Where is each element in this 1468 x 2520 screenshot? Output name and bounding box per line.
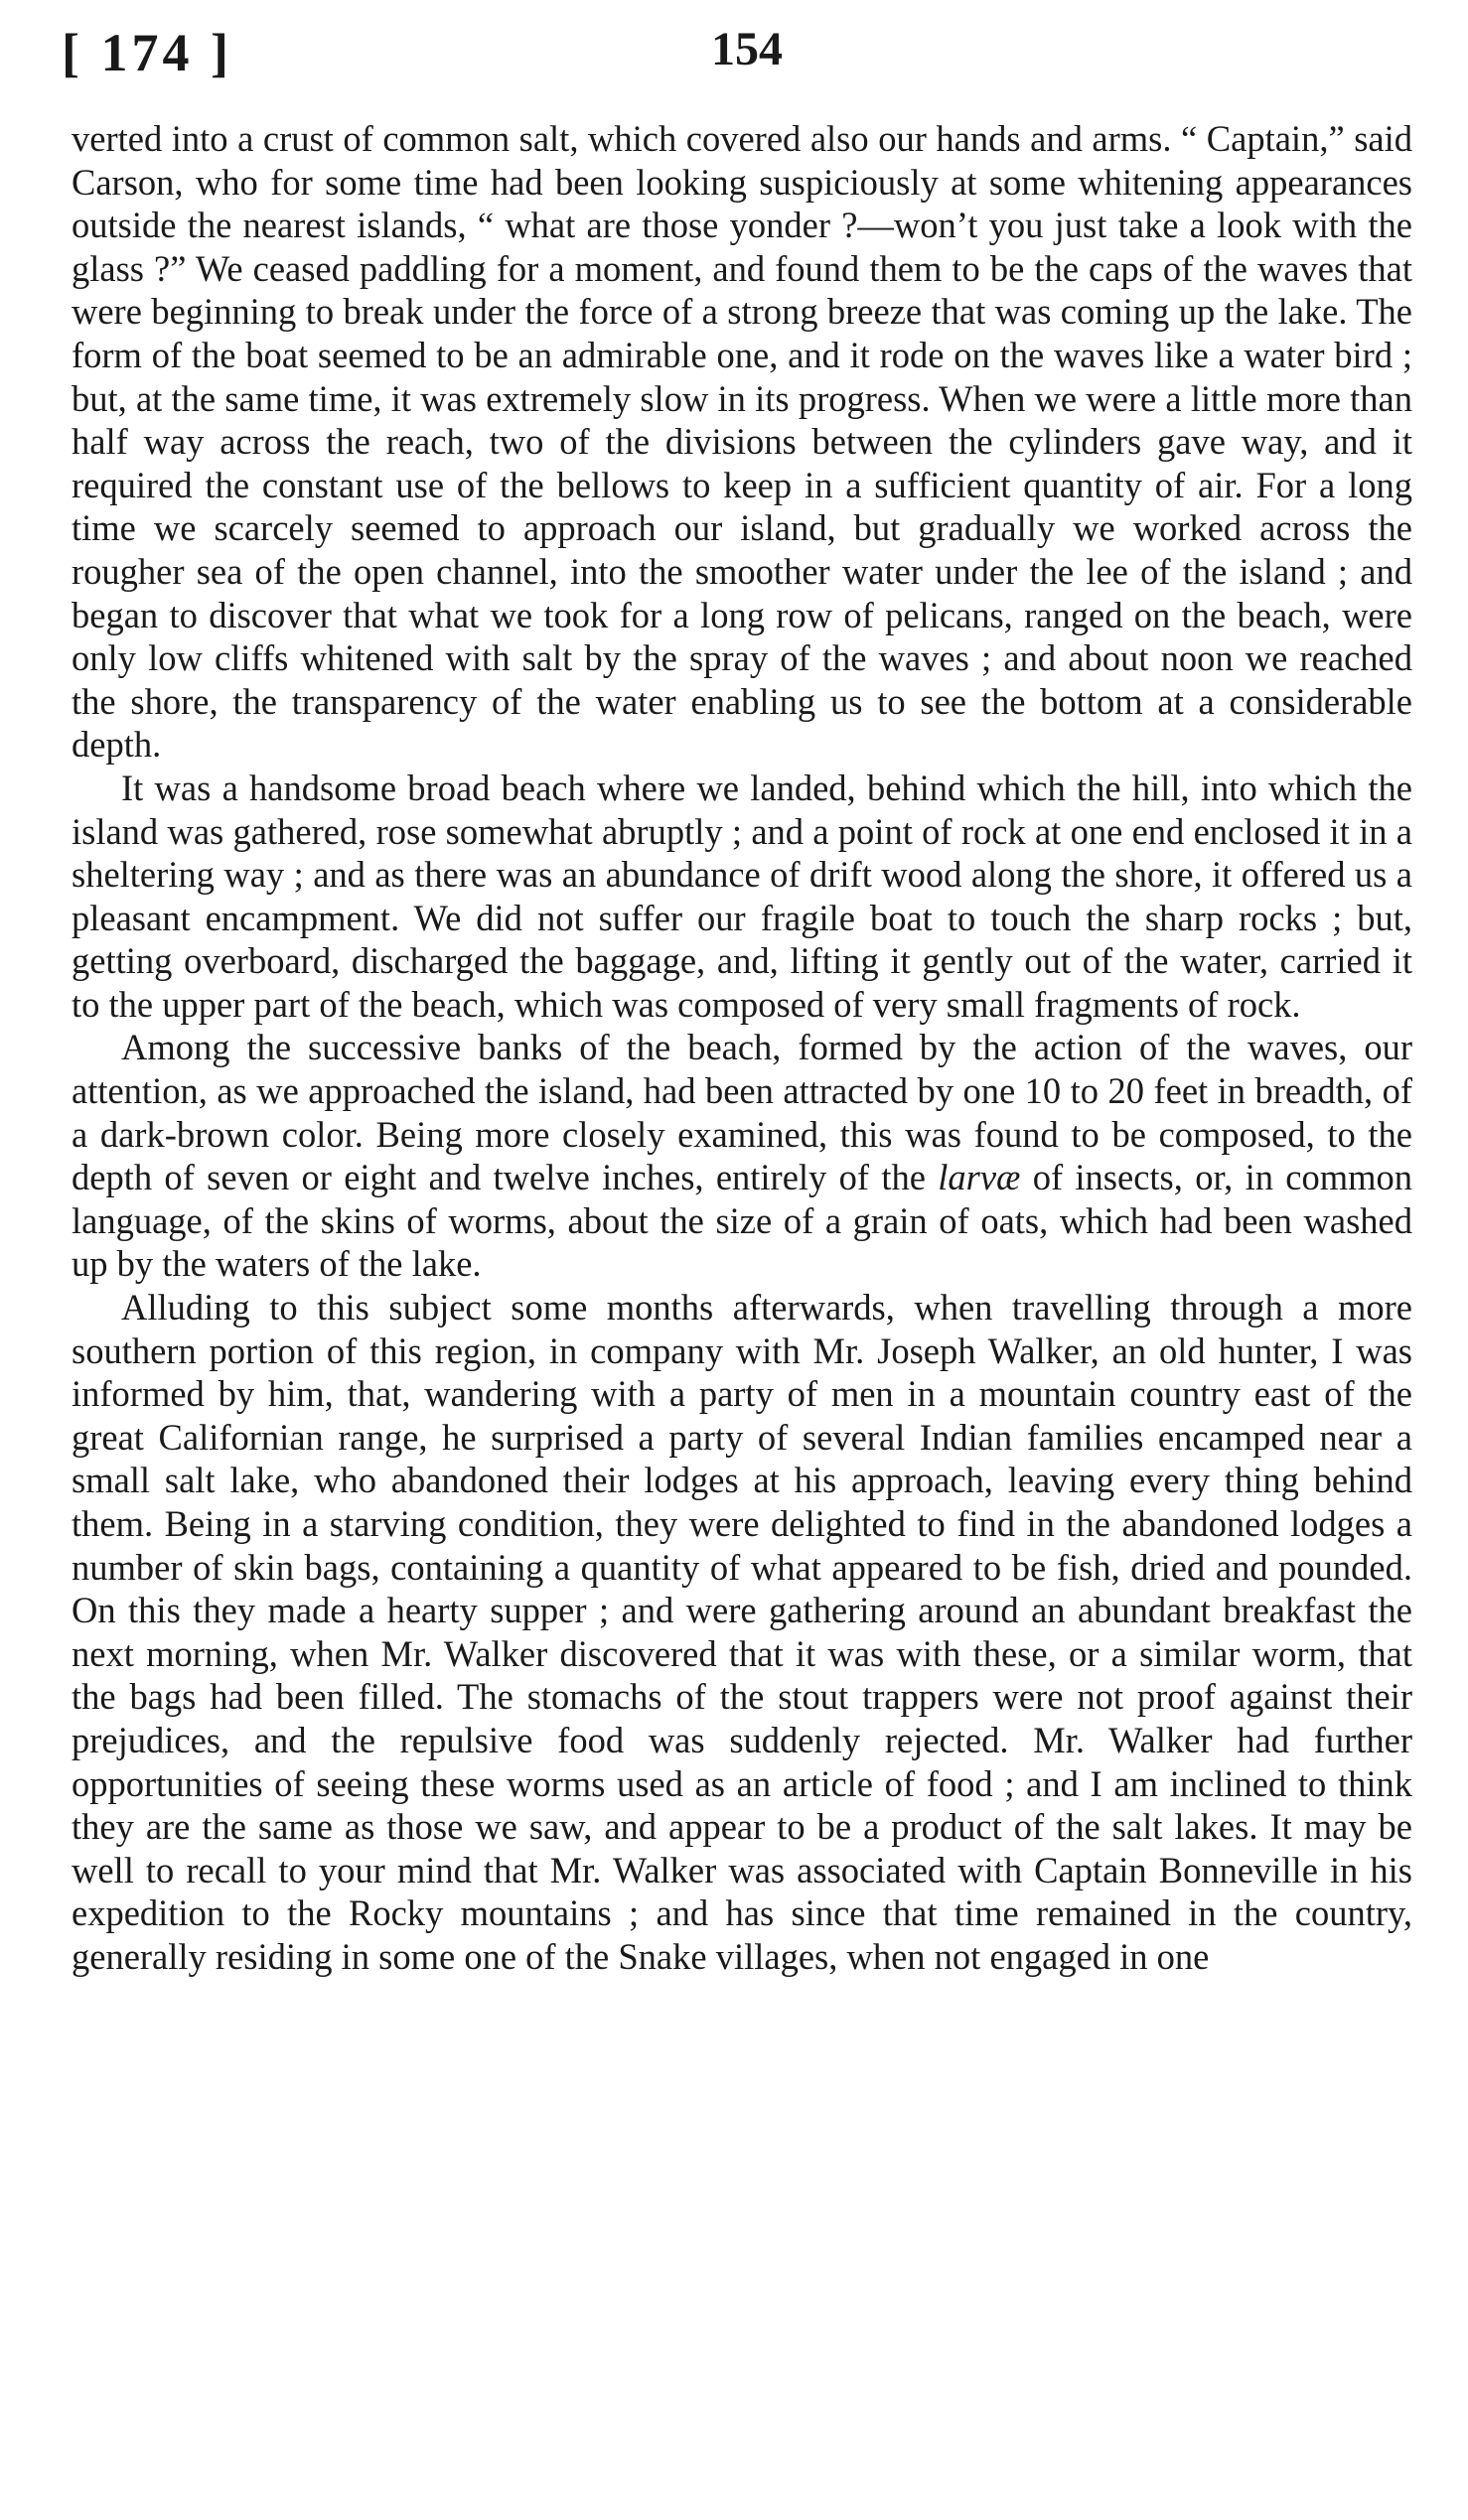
body-text [72,117,1412,1979]
italic-term-larvae: larvæ [938,1157,1021,1198]
page-header [0,0,1468,109]
paragraph-3-text-after: of insects, or, in common language, of the skins of worms, about the size of a grain of oats, which had been washed up by the waters of the lake. [72,1157,1413,1285]
bracketed-page-number: [ 174 ] [62,23,232,82]
paragraph-3 [72,1026,1412,1286]
page-number: 154 [711,23,783,75]
paragraph-1: verted into a crust of common salt, which covered also our hands and arms. “ Captain,” said Carson, who for some time had been looking suspiciously at some whitening appearances outside the nearest islands, “ what are those yonder ?—won’t you just take a look with the glass ?” We ceased paddling for a moment, and found them to be the caps of the waves that were beginning to break under the force of a strong breeze that was coming up the lake. The form of the boat seemed to be an admirable one, and it rode on the waves like a water bird ; but, at the same time, it was extremely slow in its progress. When we were a little more than half way across the reach, two of the divisions between the cylinders gave way, and it required the constant use of the bellows to keep in a sufficient quantity of air. For a long time we scarcely seemed to approach our island, but gradually we worked across the rougher sea of the open channel, into the smoother water under the lee of the island ; and began to discover that what we took for a long row of pelicans, ranged on the beach, were only low cliffs whitened with salt by the spray of the waves ; and about noon we reached the shore, the transparency of the water enabling us to see the bottom at a considerable depth. [72,118,1412,766]
paragraph-3-text-before: Among the successive banks of the beach, formed by the action of the waves, our attention, as we approached the island, had been attracted by one 10 to 20 feet in breadth, of a dark-brown color. Being more closely examined, this was found to be composed, to the depth of seven or eight and twelve inches, entirely of the [72,1027,1412,1198]
paragraph-2: It was a handsome broad beach where we landed, behind which the hill, into which the island was gathered, rose somewhat abruptly ; and a point of rock at one end enclosed it in a sheltering way ; and as there was an abundance of drift wood along the shore, it offered us a pleasant encampment. We did not suffer our fragile boat to touch the sharp rocks ; but, getting overboard, discharged the baggage, and, lifting it gently out of the water, carried it to the upper part of the beach, which was composed of very small fragments of rock. [72,767,1412,1025]
paragraph-4: Alluding to this subject some months afterwards, when travelling through a more southern portion of this region, in company with Mr. Joseph Walker, an old hunter, I was informed by him, that, wandering with a party of men in a mountain country east of the great Californian range, he surprised a party of several Indian families encamped near a small salt lake, who abandoned their lodges at his approach, leaving every thing behind them. Being in a starving condition, they were delighted to find in the abandoned lodges a number of skin bags, containing a quantity of what appeared to be fish, dried and pounded. On this they made a hearty supper ; and were gathering around an abundant breakfast the next morning, when Mr. Walker discovered that it was with these, or a similar worm, that the bags had been filled. The stomachs of the stout trappers were not proof against their prejudices, and the repulsive food was suddenly rejected. Mr. Walker had further opportunities of seeing these worms used as an article of food ; and I am inclined to think they are the same as those we saw, and appear to be a product of the salt lakes. It may be well to recall to your mind that Mr. Walker was associated with Captain Bonneville in his expedition to the Rocky mountains ; and has since that time remained in the country, generally residing in some one of the Snake villages, when not engaged in one [72,1287,1412,1977]
